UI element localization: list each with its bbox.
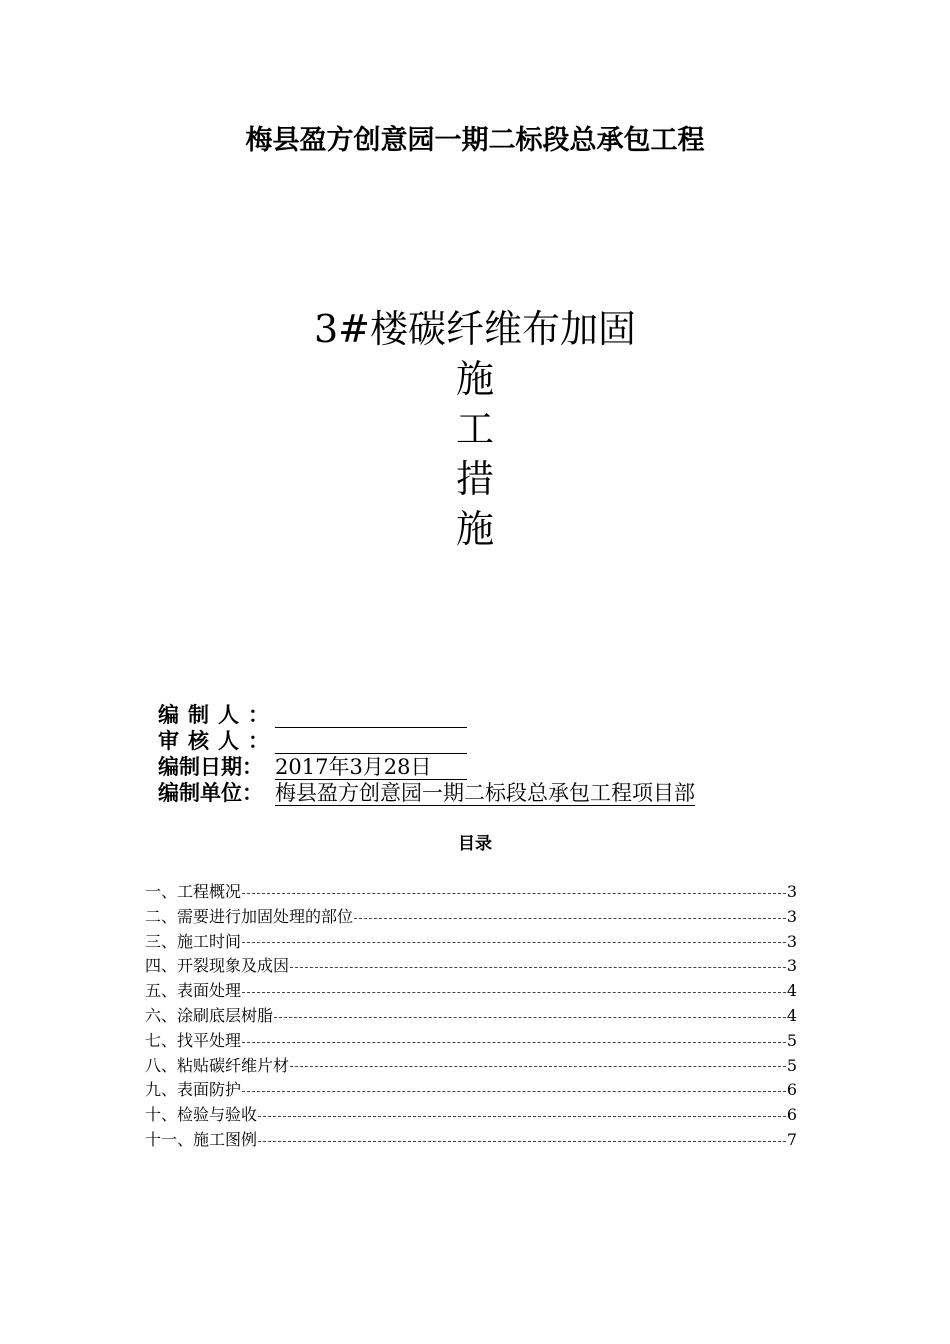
document-title [0, 304, 950, 554]
document-title-line-2: 施 [455, 357, 494, 401]
toc-item[interactable] [145, 979, 797, 1004]
toc-item[interactable] [145, 1103, 797, 1128]
toc-item-page: 5 [786, 1030, 797, 1050]
toc-item-label: 十一、施工图例 [145, 1129, 258, 1149]
toc-item-page: 5 [786, 1055, 797, 1075]
toc-leader [290, 1066, 786, 1067]
toc-item-page: 3 [786, 956, 797, 976]
unit-field: 梅县盈方创意园一期二标段总承包工程项目部 [275, 781, 695, 805]
toc-leader [354, 918, 786, 919]
toc-item-page: 4 [786, 981, 797, 1001]
toc-leader [242, 1042, 786, 1043]
toc-item-label: 五、表面处理 [145, 981, 242, 1001]
toc-item[interactable] [145, 1054, 797, 1079]
document-title-line-4: 措 [455, 457, 494, 501]
toc-title: 目录 [458, 834, 492, 854]
toc-leader [258, 1141, 786, 1142]
toc-item-label: 一、工程概况 [145, 882, 242, 901]
unit-label: 编制单位： [158, 780, 263, 805]
toc-item-page: 3 [786, 931, 797, 951]
toc-item[interactable] [145, 1004, 797, 1029]
toc-item[interactable] [145, 1078, 797, 1103]
toc-item-label: 八、粘贴碳纤维片材 [145, 1055, 290, 1075]
toc-item[interactable] [145, 954, 797, 979]
reviewer-row [158, 728, 858, 754]
project-title: 梅县盈方创意园一期二标段总承包工程 [245, 125, 705, 156]
reviewer-label: 审核人： [158, 728, 278, 753]
toc-item[interactable] [145, 1128, 797, 1153]
date-label: 编制日期： [158, 754, 263, 779]
toc-leader [242, 992, 786, 993]
unit-row [158, 780, 858, 806]
reviewer-field [275, 729, 467, 754]
toc-leader [274, 1017, 786, 1018]
toc-item-page: 6 [786, 1080, 797, 1100]
editor-row [158, 702, 858, 728]
signature-info-block [158, 702, 858, 806]
toc-item-page: 4 [786, 1005, 797, 1025]
toc-item[interactable] [145, 880, 797, 905]
toc-item-page: 6 [786, 1105, 797, 1125]
toc-item-page: 3 [786, 882, 797, 901]
document-title-line-5: 施 [455, 507, 494, 551]
toc-item[interactable] [145, 905, 797, 930]
toc-leader [242, 893, 786, 894]
editor-field [275, 703, 467, 728]
table-of-contents [145, 880, 797, 1153]
document-title-line-1: 3#楼碳纤维布加固 [313, 307, 637, 351]
toc-item-label: 九、表面防护 [145, 1080, 242, 1100]
toc-item-page: 3 [786, 906, 797, 926]
date-field: 2017年3月28日 [275, 755, 467, 780]
toc-leader [258, 1116, 786, 1117]
toc-item-page: 7 [786, 1129, 797, 1149]
toc-leader [290, 967, 786, 968]
toc-item-label: 四、开裂现象及成因 [145, 956, 290, 976]
document-title-line-3: 工 [455, 407, 494, 451]
toc-item-label: 十、检验与验收 [145, 1105, 258, 1125]
toc-leader [242, 1091, 786, 1092]
toc-item-label: 六、涂刷底层树脂 [145, 1005, 274, 1025]
toc-item-label: 七、找平处理 [145, 1030, 242, 1050]
date-row [158, 754, 858, 780]
toc-item[interactable] [145, 930, 797, 955]
toc-item-label: 二、需要进行加固处理的部位 [145, 906, 354, 926]
toc-leader [242, 942, 786, 943]
editor-label: 编制人： [158, 702, 278, 727]
toc-item-label: 三、施工时间 [145, 931, 242, 951]
toc-item[interactable] [145, 1029, 797, 1054]
